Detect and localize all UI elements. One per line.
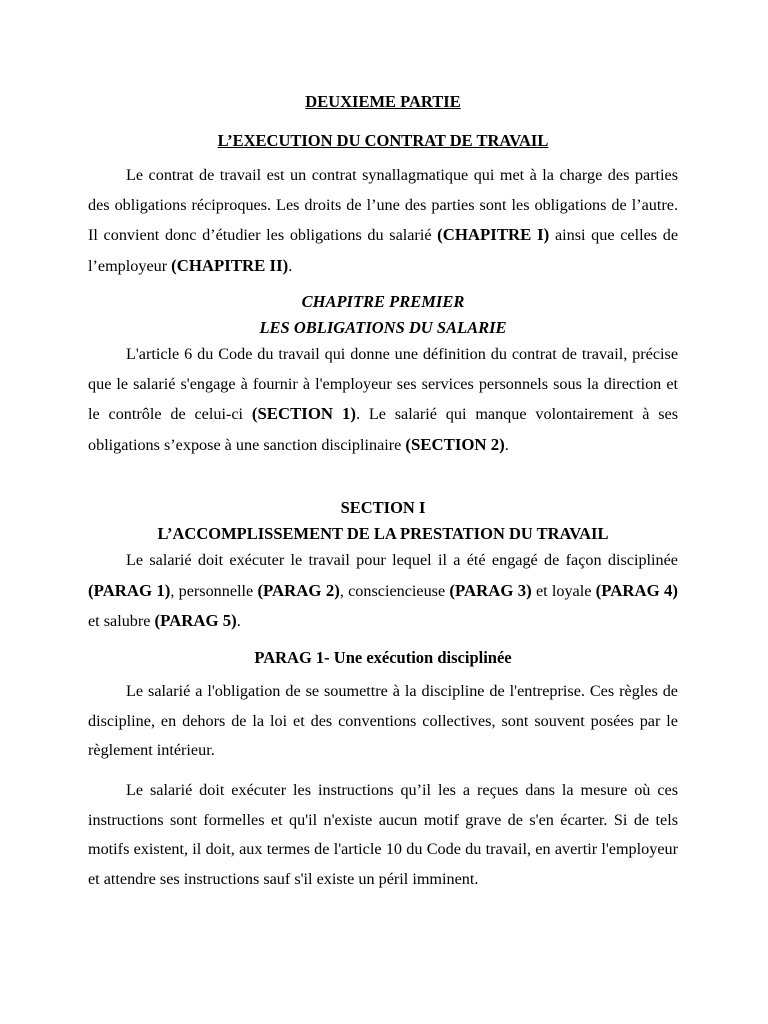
section-title: SECTION I	[340, 498, 426, 517]
part-subtitle: L’EXECUTION DU CONTRAT DE TRAVAIL	[217, 131, 549, 150]
chapter-paragraph: L'article 6 du Code du travail qui donne une définition du contrat de travail, précise que le salarié s'engage à fournir à l'employeur ses services personnels sous la direction et le contrôle de celui-ci (SECTION 1). Le salarié qui manque volontairement à ses obligations s’expose à une sanction disciplinaire (SECTION 2).	[88, 345, 679, 454]
section-subtitle: L’ACCOMPLISSEMENT DE LA PRESTATION DU TRAVAIL	[157, 524, 609, 543]
parag1-title: PARAG 1- Une exécution disciplinée	[254, 648, 512, 667]
parag1-paragraph-1: Le salarié a l'obligation de se soumettre à la discipline de l'entreprise. Ces règles de discipline, en dehors de la loi et des conventions collectives, sont souvent posées par le règlement intérieur.	[88, 682, 678, 759]
chapter-subtitle: LES OBLIGATIONS DU SALARIE	[259, 318, 507, 337]
parag1-paragraph-2: Le salarié doit exécuter les instructions qu’il les a reçues dans la mesure où ces instructions sont formelles et qu'il n'existe aucun motif grave de s'en écarter. Si de tels motifs existent, il doit, aux termes de l'article 10 du Code du travail, en avertir l'employeur et attendre ses instructions sauf s'il existe un péril imminent.	[88, 781, 678, 888]
intro-paragraph: Le contrat de travail est un contrat synallagmatique qui met à la charge des parties des obligations réciproques. Les droits de l’une des parties sont les obligations de l’autre. Il convient donc d’étudier les obligations du salarié (CHAPITRE I) ainsi que celles de l’employeur (CHAPITRE II).	[88, 166, 679, 275]
section-paragraph: Le salarié doit exécuter le travail pour lequel il a été engagé de façon disciplinée (PARAG 1), personnelle (PARAG 2), consciencieuse (PARAG 3) et loyale (PARAG 4) et salubre (PARAG 5).	[88, 551, 678, 630]
chapter-title: CHAPITRE PREMIER	[301, 292, 465, 311]
part-title: DEUXIEME PARTIE	[305, 92, 461, 111]
